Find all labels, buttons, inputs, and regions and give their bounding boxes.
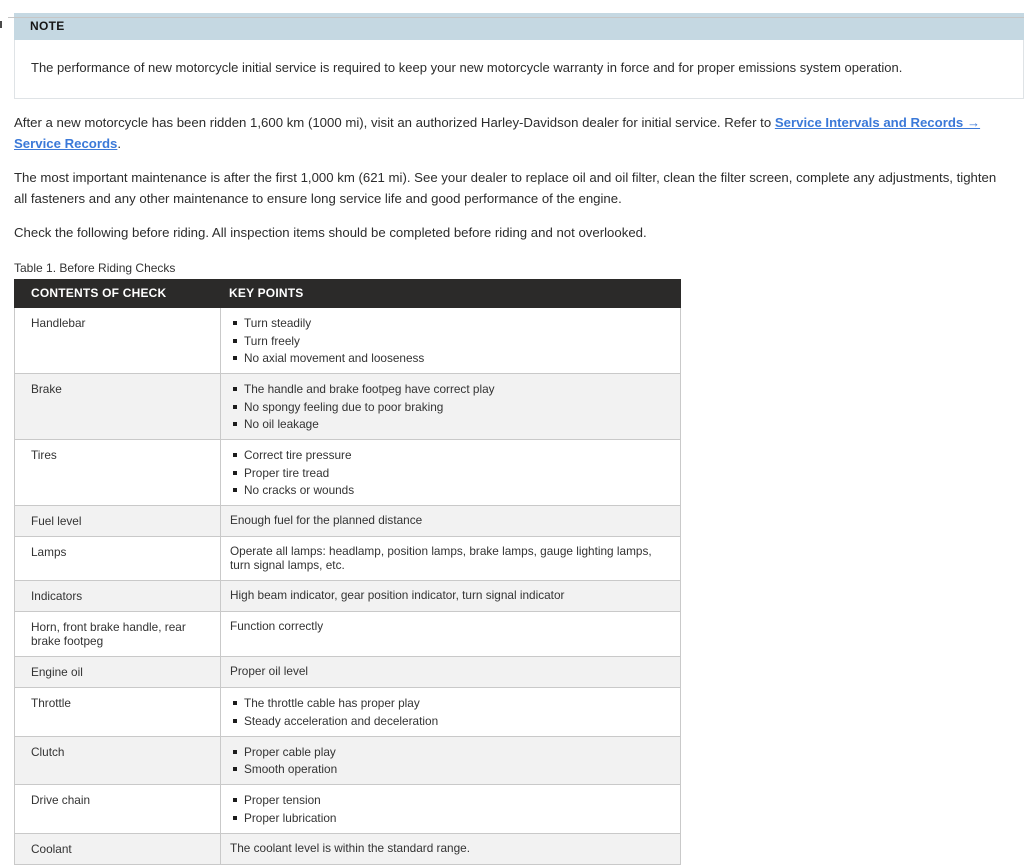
- key-points-cell: [221, 688, 681, 737]
- table-row: [15, 612, 681, 657]
- key-point-item: The throttle cable has proper play: [233, 696, 670, 710]
- key-points-cell: [221, 440, 681, 506]
- key-points-cell: Operate all lamps: headlamp, position lamps, brake lamps, gauge lighting lamps, turn signal lamps, etc.: [221, 537, 681, 581]
- check-item-label: Fuel level: [15, 506, 221, 537]
- paragraph-initial-service: [14, 112, 1010, 154]
- manual-page: [0, 13, 1024, 856]
- key-points-cell: [221, 785, 681, 834]
- key-points-list: [233, 793, 670, 825]
- key-points-list: [233, 745, 670, 777]
- left-edge-artifact: [0, 21, 2, 28]
- key-point-item: No spongy feeling due to poor braking: [233, 400, 670, 414]
- key-point-item: Turn steadily: [233, 316, 670, 330]
- key-point-item: Proper tension: [233, 793, 670, 807]
- paragraph-text-before-link: After a new motorcycle has been ridden 1,600 km (1000 mi), visit an authorized Harley-Davidson dealer for initial service. Refer to: [14, 115, 775, 130]
- table-row: [15, 506, 681, 537]
- key-points-list: [233, 316, 670, 365]
- note-title: NOTE: [14, 13, 1024, 40]
- table-row: [15, 581, 681, 612]
- table-row: [15, 833, 681, 864]
- key-point-item: Steady acceleration and deceleration: [233, 714, 670, 728]
- column-header-contents-of-check: CONTENTS OF CHECK: [15, 280, 221, 308]
- top-divider-line: [8, 17, 1024, 18]
- service-intervals-records-link[interactable]: Service Intervals and Records → Service Records: [14, 115, 981, 151]
- table-row: [15, 736, 681, 785]
- table-caption: Table 1. Before Riding Checks: [14, 261, 176, 275]
- check-item-label: Handlebar: [15, 308, 221, 374]
- key-point-item: Smooth operation: [233, 762, 670, 776]
- key-points-cell: [221, 374, 681, 440]
- key-points-cell: [221, 308, 681, 374]
- key-point-item: Correct tire pressure: [233, 448, 670, 462]
- table-row: [15, 440, 681, 506]
- check-item-label: Lamps: [15, 537, 221, 581]
- check-item-label: Clutch: [15, 736, 221, 785]
- key-points-cell: The coolant level is within the standard range.: [221, 833, 681, 864]
- table-row: [15, 374, 681, 440]
- key-point-item: Turn freely: [233, 334, 670, 348]
- key-points-list: [233, 382, 670, 431]
- key-points-cell: High beam indicator, gear position indicator, turn signal indicator: [221, 581, 681, 612]
- table-row: [15, 537, 681, 581]
- paragraph-check-before-riding: Check the following before riding. All inspection items should be completed before riding and not overlooked.: [14, 225, 647, 240]
- key-point-item: Proper cable play: [233, 745, 670, 759]
- table-header-row: [15, 280, 681, 308]
- note-callout: [14, 13, 1024, 99]
- table-row: [15, 688, 681, 737]
- key-points-list: [233, 448, 670, 497]
- key-point-item: No cracks or wounds: [233, 483, 670, 497]
- key-points-cell: Proper oil level: [221, 657, 681, 688]
- key-points-list: [233, 696, 670, 728]
- column-header-key-points: KEY POINTS: [221, 280, 681, 308]
- check-item-label: Indicators: [15, 581, 221, 612]
- table-row: [15, 657, 681, 688]
- check-item-label: Engine oil: [15, 657, 221, 688]
- key-points-cell: Function correctly: [221, 612, 681, 657]
- key-point-item: No oil leakage: [233, 417, 670, 431]
- table-row: [15, 308, 681, 374]
- check-item-label: Tires: [15, 440, 221, 506]
- key-point-item: No axial movement and looseness: [233, 351, 670, 365]
- page-content: [14, 112, 1010, 865]
- key-point-item: Proper lubrication: [233, 811, 670, 825]
- paragraph-maintenance: The most important maintenance is after the first 1,000 km (621 mi). See your dealer to replace oil and oil filter, clean the filter screen, complete any adjustments, tighten all fasteners and any other maintenance to ensure long service life and good performance of the engine.: [14, 170, 997, 206]
- check-item-label: Brake: [15, 374, 221, 440]
- paragraph-text-after-link: .: [117, 136, 122, 151]
- note-body-text: The performance of new motorcycle initial service is required to keep your new motorcycle warranty in force and for proper emissions system operation.: [14, 40, 1024, 99]
- check-item-label: Coolant: [15, 833, 221, 864]
- check-item-label: Throttle: [15, 688, 221, 737]
- before-riding-checks-table: [14, 279, 681, 865]
- table-row: [15, 785, 681, 834]
- check-item-label: Horn, front brake handle, rear brake footpeg: [15, 612, 221, 657]
- key-point-item: Proper tire tread: [233, 466, 670, 480]
- check-item-label: Drive chain: [15, 785, 221, 834]
- key-points-cell: [221, 736, 681, 785]
- key-points-cell: Enough fuel for the planned distance: [221, 506, 681, 537]
- key-point-item: The handle and brake footpeg have correct play: [233, 382, 670, 396]
